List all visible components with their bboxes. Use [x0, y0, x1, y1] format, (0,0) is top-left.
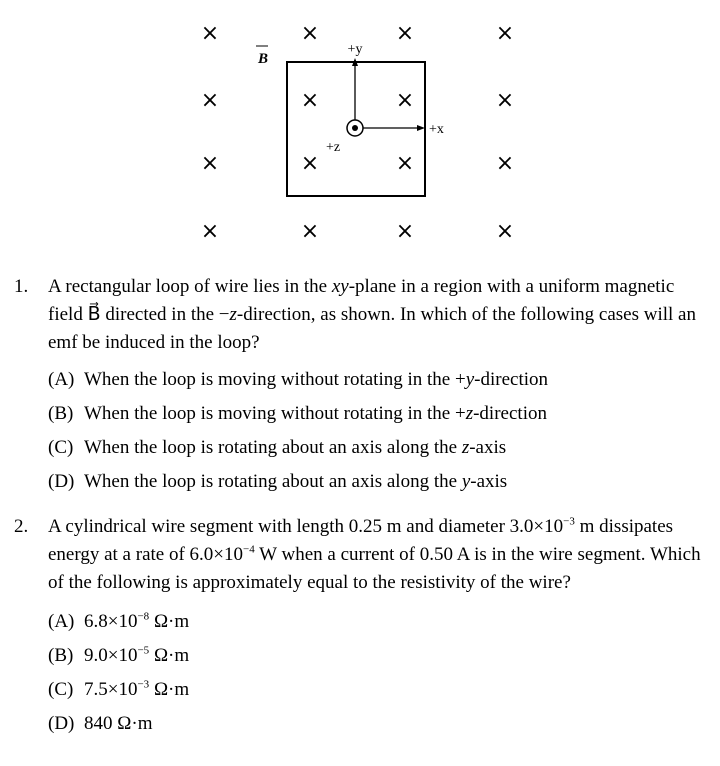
- field-cross-icon: ×: [495, 21, 515, 46]
- answer-choice[interactable]: (C) $7.5\times 10^{-3}$ Ω·m: [48, 678, 190, 700]
- answer-choice[interactable]: (A) $6.8\times 10^{-8}$ Ω·m: [48, 610, 190, 632]
- answer-choice[interactable]: (B) When the loop is moving without rotating in the +z-direction: [48, 403, 547, 424]
- answer-choices: [48, 605, 708, 741]
- y-axis-label: +y: [347, 42, 363, 57]
- field-cross-icon: ×: [395, 88, 415, 113]
- field-cross-icon: ×: [395, 21, 415, 46]
- field-cross-icon: ×: [300, 219, 320, 244]
- question-1: [14, 273, 708, 499]
- field-cross-icon: ×: [300, 21, 320, 46]
- question-number: 2.: [14, 516, 29, 537]
- answer-choice[interactable]: (A) When the loop is moving without rotating in the +y-direction: [48, 369, 548, 390]
- field-cross-icon: ×: [495, 219, 515, 244]
- x-axis-arrowhead: [417, 125, 425, 131]
- x-axis-label: +x: [429, 122, 444, 137]
- z-axis-dot: [352, 125, 358, 131]
- field-cross-icon: ×: [200, 151, 220, 176]
- question-stem: A rectangular loop of wire lies in the xy-plane in a region with a uniform magnetic field B⃗ directed in the −z-direction, as shown. In which of the following cases will an emf be induced in the loop?: [48, 276, 696, 353]
- field-cross-icon: ×: [200, 21, 220, 46]
- field-cross-icon: ×: [300, 88, 320, 113]
- z-axis-label: +z: [326, 140, 341, 155]
- field-cross-icon: ×: [395, 151, 415, 176]
- answer-choices: [48, 363, 708, 499]
- field-cross-icon: ×: [200, 219, 220, 244]
- field-cross-icon: ×: [495, 151, 515, 176]
- field-cross-icon: ×: [395, 219, 415, 244]
- question-2: [14, 513, 708, 741]
- field-cross-icon: ×: [200, 88, 220, 113]
- field-label: B: [258, 51, 269, 67]
- question-number: 1.: [14, 276, 29, 297]
- field-cross-icon: ×: [495, 88, 515, 113]
- answer-choice[interactable]: (D) When the loop is rotating about an axis along the y-axis: [48, 471, 508, 492]
- field-cross-icon: ×: [300, 151, 320, 176]
- question-stem: A cylindrical wire segment with length 0.25 m and diameter $3.0\times 10^{-3}$ m dissipates energy at a rate of $6.0\times 10^{-4}$ W when a current of 0.50 A is in the wire segment. Which of the following is approximately equal to the resistivity of the wire?: [48, 515, 701, 593]
- answer-choice[interactable]: (C) When the loop is rotating about an axis along the z-axis: [48, 437, 507, 458]
- magnetic-field-figure: [0, 0, 720, 250]
- answer-choice[interactable]: (B) $9.0\times 10^{-5}$ Ω·m: [48, 644, 190, 666]
- answer-choice[interactable]: (D) 840 Ω·m: [48, 713, 153, 734]
